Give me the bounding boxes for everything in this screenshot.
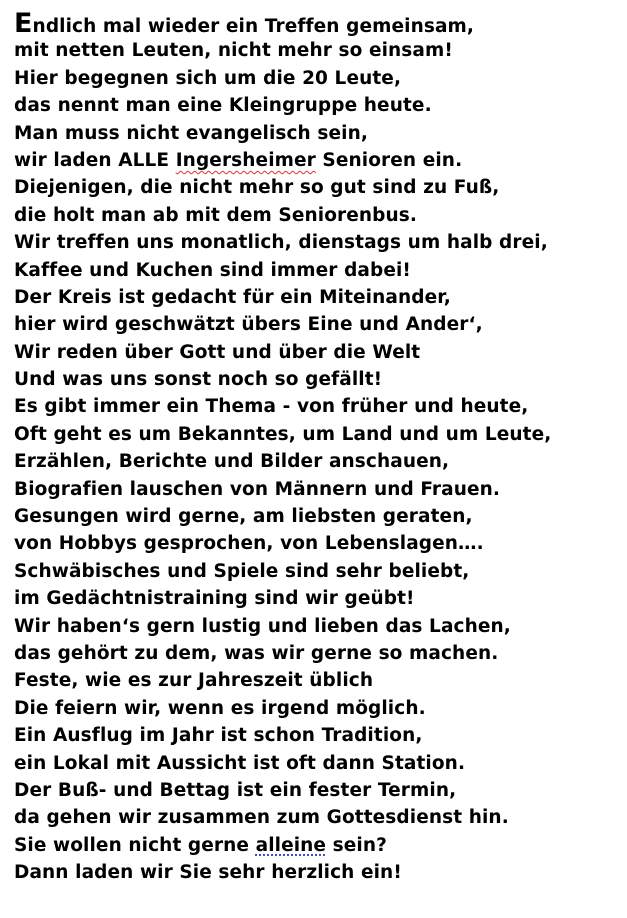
poem-line-14: Und was uns sonst noch so gefällt! [14,369,383,391]
poem-line-7: Diejenigen, die nicht mehr so gut sind zu Fuß, [14,177,500,199]
poem-line-11: Der Kreis ist gedacht für ein Miteinander, [14,286,451,308]
poem-line-1 [14,10,624,37]
grammar-flagged-word[interactable]: alleine [255,834,327,856]
line-text-before: Sie wollen nicht gerne [14,834,256,856]
poem-line-18: Biografien lauschen von Männern und Frauen. [14,478,501,500]
poem-line-15: Es gibt immer ein Thema - von früher und heute, [14,396,529,418]
spelling-flagged-word[interactable]: Ingersheimer [175,149,316,171]
poem-line-19: Gesungen wird gerne, am liebsten geraten, [14,506,473,528]
poem-line-32: Dann laden wir Sie sehr herzlich ein! [14,862,402,884]
line-text-after: sein? [326,834,387,856]
poem-line-16: Oft geht es um Bekanntes, um Land und um Leute, [14,423,552,445]
poem-line-5: Man muss nicht evangelisch sein, [14,122,368,144]
poem-line-10: Kaffee und Kuchen sind immer dabei! [14,259,411,281]
poem-line-26: Die feiern wir, wenn es irgend möglich. [14,697,426,719]
poem-line-22: im Gedächtnistraining sind wir geübt! [14,588,415,610]
line-text-before: wir laden ALLE [14,149,176,171]
poem-line-27: Ein Ausflug im Jahr ist schon Tradition, [14,725,423,747]
poem-line-30: da gehen wir zusammen zum Gottesdienst hin. [14,807,509,829]
poem-line-9: Wir treffen uns monatlich, dienstags um halb drei, [14,232,548,254]
poem-line-23: Wir haben‘s gern lustig und lieben das Lachen, [14,615,511,637]
poem-line-12: hier wird geschwätzt übers Eine und Ander‘, [14,314,483,336]
line-text-after: Senioren ein. [315,149,463,171]
poem-line-28: ein Lokal mit Aussicht ist oft dann Station. [14,752,466,774]
poem-line-17: Erzählen, Berichte und Bilder anschauen, [14,451,450,473]
poem-line-24: das gehört zu dem, was wir gerne so machen. [14,642,499,664]
poem-line-4: das nennt man eine Kleingruppe heute. [14,95,432,117]
poem-lines [14,37,624,886]
poem-line-25: Feste, wie es zur Jahreszeit üblich [14,670,374,692]
poem-line-3: Hier begegnen sich um die 20 Leute, [14,67,402,89]
first-line-text: ndlich mal wieder ein Treffen gemeinsam, [32,16,475,37]
poem-line-21: Schwäbisches und Spiele sind sehr beliebt, [14,560,470,582]
poem-line-8: die holt man ab mit dem Seniorenbus. [14,204,418,226]
initial-letter: E [14,8,33,39]
poem-line-31 [14,832,624,859]
poem-line-29: Der Buß- und Bettag ist ein fester Termin, [14,779,457,801]
poem-line-6 [14,147,624,174]
poem-line-20: von Hobbys gesprochen, von Lebenslagen…. [14,533,484,555]
poem-text [14,10,624,887]
poem-line-13: Wir reden über Gott und über die Welt [14,341,421,363]
poem-line-2: mit netten Leuten, nicht mehr so einsam! [14,40,453,62]
